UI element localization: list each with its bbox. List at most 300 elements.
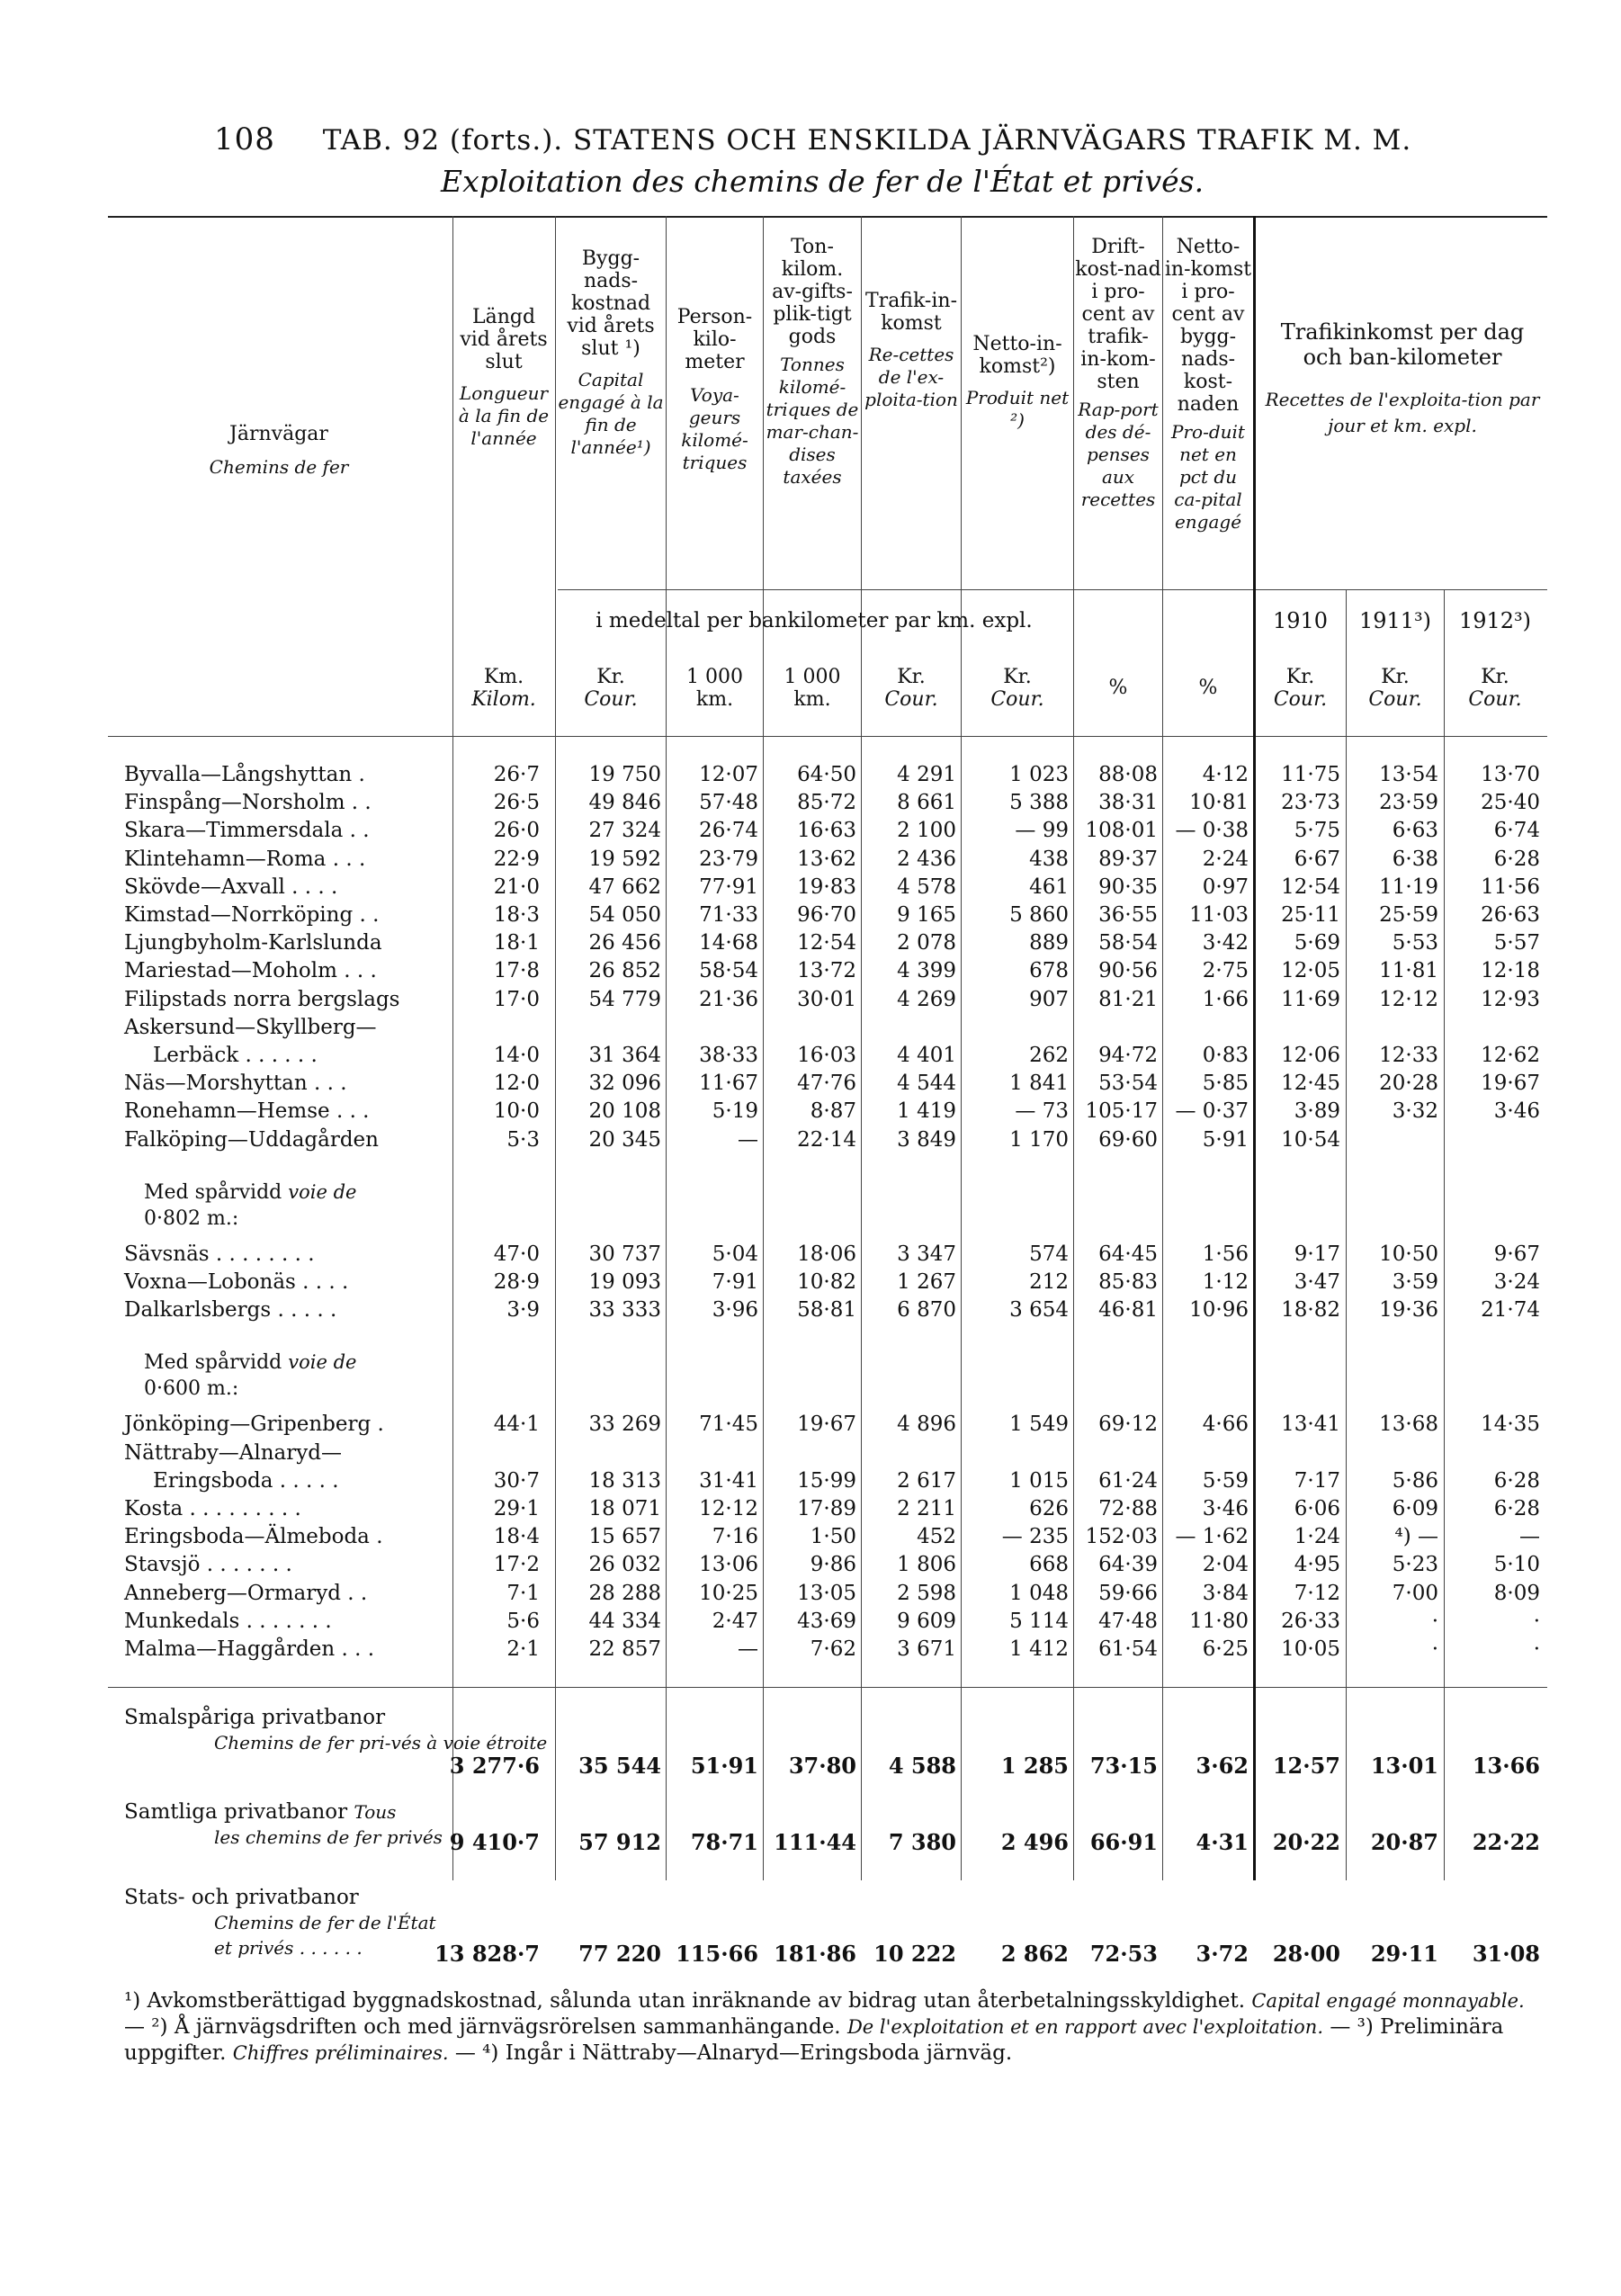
- cell-passkm: 7·91: [712, 1270, 758, 1294]
- cell-tonkm: 19·83: [797, 874, 856, 899]
- cell-ratio: 47·48: [1098, 1609, 1158, 1633]
- unit-tonkm: [765, 666, 860, 711]
- cell-passkm: 71·33: [699, 903, 758, 927]
- cell-length: 2·1: [506, 1637, 540, 1661]
- cell-y1911: ⁴) —: [1394, 1525, 1438, 1549]
- cell-net: 5 388: [1009, 791, 1069, 815]
- table-row: [0, 1270, 1621, 1297]
- cell-y1912: 3·46: [1493, 1099, 1540, 1124]
- cell-y1911: 7·00: [1392, 1581, 1438, 1605]
- cell-capital: 33 269: [588, 1413, 661, 1437]
- cell-ratio: 89·37: [1098, 847, 1158, 871]
- cell-length: 29·1: [493, 1497, 540, 1520]
- footnote-2: — ²) Å järnvägsdriften och med järnvägsrörelsen sammanhängande.: [124, 2015, 841, 2039]
- cell-passkm: 3·96: [712, 1298, 758, 1323]
- table-row: [0, 1441, 1621, 1468]
- year-1912: 1912³): [1458, 608, 1532, 633]
- row-label: Falköping—Uddagården: [124, 1127, 379, 1152]
- cell-y1910: 10·05: [1281, 1637, 1340, 1661]
- cell-ratio: 38·31: [1098, 791, 1158, 815]
- header-netpct: [1164, 236, 1252, 534]
- cell-traffic: 9 165: [897, 903, 956, 927]
- cell-ratio: 64·39: [1098, 1553, 1158, 1577]
- cell-tonkm: 47·76: [797, 1072, 856, 1096]
- summary-label: Stats- och privatbanor Chemins de fer de l'État et privés . . . . . .: [124, 1886, 436, 1959]
- cell-netpct: 5·59: [1202, 1468, 1249, 1493]
- cell-passkm: —: [738, 1127, 758, 1152]
- cell-netpct: 2·24: [1202, 847, 1249, 871]
- cell-tonkm: 22·14: [797, 1127, 856, 1152]
- cell-capital: 28 288: [588, 1581, 661, 1605]
- unit-fr: Kilom.: [471, 688, 536, 711]
- cell-net: — 235: [1001, 1525, 1069, 1549]
- cell-capital: 26 852: [588, 959, 661, 983]
- cell-traffic: 4 269: [897, 987, 956, 1011]
- cell-traffic: 10 222: [873, 1941, 956, 1967]
- unit: Kr.: [596, 666, 625, 688]
- header-ratio: [1075, 236, 1161, 511]
- row-label: Filipstads norra bergslags: [124, 987, 400, 1011]
- cell-y1912: 12·93: [1481, 987, 1540, 1011]
- cell-y1910: 6·67: [1294, 847, 1340, 871]
- cell-capital: 22 857: [588, 1637, 661, 1661]
- cell-y1912: 6·74: [1493, 819, 1540, 843]
- cell-length: 17·0: [493, 987, 540, 1011]
- cell-y1912: 13·66: [1472, 1753, 1540, 1779]
- cell-y1912: 5·10: [1493, 1553, 1540, 1577]
- cell-ratio: 46·81: [1098, 1298, 1158, 1323]
- row-label: Kimstad—Norrköping . .: [124, 903, 380, 927]
- cell-y1912: 25·40: [1481, 791, 1540, 815]
- cell-capital: 35 544: [578, 1753, 661, 1779]
- cell-capital: 54 050: [588, 903, 661, 927]
- row-label: Voxna—Lobonäs . . . .: [124, 1270, 349, 1294]
- header-fr: Rap-port des dé-penses aux recettes: [1078, 399, 1159, 510]
- cell-passkm: 5·19: [712, 1099, 758, 1124]
- cell-ratio: 59·66: [1098, 1581, 1158, 1605]
- cell-netpct: 3·84: [1202, 1581, 1249, 1605]
- cell-tonkm: 10·82: [797, 1270, 856, 1294]
- cell-traffic: 2 598: [897, 1581, 956, 1605]
- summary-row: [0, 1829, 1621, 1858]
- cell-y1910: 5·75: [1294, 819, 1340, 843]
- cell-ratio: 90·56: [1098, 959, 1158, 983]
- cell-passkm: 11·67: [699, 1072, 758, 1096]
- cell-y1912: 31·08: [1472, 1941, 1540, 1967]
- cell-y1910: 12·57: [1272, 1753, 1340, 1779]
- cell-ratio: 72·53: [1089, 1941, 1158, 1967]
- cell-y1911: 3·32: [1392, 1099, 1438, 1124]
- year-1911: 1911³): [1358, 608, 1432, 633]
- cell-ratio: 73·15: [1089, 1753, 1158, 1779]
- cell-net: 1 285: [1000, 1753, 1069, 1779]
- cell-ratio: 64·45: [1098, 1242, 1158, 1266]
- cell-y1912: ·: [1533, 1637, 1540, 1661]
- table-row: [0, 1128, 1621, 1155]
- cell-net: 1 048: [1009, 1581, 1069, 1605]
- unit: Kr.: [897, 666, 926, 688]
- table-subtitle: Exploitation des chemins de fer de l'État et privés.: [441, 164, 1205, 199]
- table-row: [0, 1553, 1621, 1580]
- cell-y1911: 3·59: [1392, 1270, 1438, 1294]
- footnote-1-fr: Capital engagé monnayable.: [1251, 1990, 1525, 2012]
- header-sv: Järnvägar: [229, 423, 328, 445]
- cell-ratio: 81·21: [1098, 987, 1158, 1011]
- row-label: Mariestad—Moholm . . .: [124, 959, 377, 983]
- footnotes: [124, 1988, 1527, 2067]
- cell-passkm: 12·12: [699, 1497, 758, 1520]
- cell-y1910: 7·12: [1294, 1581, 1340, 1605]
- cell-ratio: 72·88: [1098, 1497, 1158, 1520]
- cell-traffic: 4 578: [897, 874, 956, 899]
- cell-tonkm: 18·06: [797, 1242, 856, 1266]
- summary-row: [0, 1941, 1621, 1969]
- cell-length: 21·0: [493, 874, 540, 899]
- cell-net: 907: [1029, 987, 1069, 1011]
- unit: 1 000: [686, 666, 743, 688]
- cell-passkm: 31·41: [699, 1468, 758, 1493]
- page-number: 108: [214, 121, 275, 157]
- header-fr: Recettes de l'exploita-tion par jour et km. expl.: [1265, 389, 1540, 436]
- cell-traffic: 4 401: [897, 1044, 956, 1067]
- table-row: [0, 875, 1621, 902]
- cell-traffic: 1 267: [897, 1270, 956, 1294]
- unit-1912: [1446, 666, 1545, 711]
- cell-passkm: 51·91: [690, 1753, 758, 1779]
- header-passkm: [667, 306, 762, 474]
- table-row: [0, 1497, 1621, 1524]
- cell-y1911: 20·87: [1370, 1829, 1438, 1855]
- cell-net: 574: [1029, 1242, 1069, 1266]
- row-label: Skara—Timmersdala . .: [124, 819, 370, 843]
- cell-net: 889: [1029, 931, 1069, 955]
- unit-fr: Cour.: [1468, 688, 1522, 711]
- table-row: [0, 1072, 1621, 1099]
- cell-y1910: 3·89: [1294, 1099, 1340, 1124]
- summary-row: [0, 1753, 1621, 1781]
- cell-passkm: —: [738, 1637, 758, 1661]
- unit-fr: Cour.: [884, 688, 938, 711]
- cell-tonkm: 111·44: [774, 1829, 856, 1855]
- cell-y1910: 11·69: [1281, 987, 1340, 1011]
- cell-net: 3 654: [1009, 1298, 1069, 1323]
- table-row: [0, 763, 1621, 790]
- cell-passkm: 77·91: [699, 874, 758, 899]
- cell-traffic: 6 870: [897, 1298, 956, 1323]
- header-fr: Re-cettes de l'ex-ploita-tion: [864, 344, 958, 410]
- year-1910: 1910: [1272, 608, 1329, 633]
- table-title: TAB. 92 (forts.). STATENS OCH ENSKILDA JÄRNVÄGARS TRAFIK M. M.: [322, 124, 1412, 157]
- cell-ratio: 88·08: [1098, 763, 1158, 786]
- unit-netpct: %: [1198, 677, 1218, 699]
- cell-y1912: 12·18: [1481, 959, 1540, 983]
- cell-length: 26·5: [493, 791, 540, 815]
- footnote-3-fr: Chiffres préliminaires.: [232, 2042, 449, 2064]
- cell-length: 13 828·7: [434, 1941, 540, 1967]
- unit-length: [454, 666, 553, 711]
- row-label: Askersund—Skyllberg—: [124, 1015, 377, 1039]
- cell-y1911: ·: [1431, 1609, 1438, 1633]
- cell-netpct: 3·62: [1196, 1753, 1249, 1779]
- unit: Km.: [483, 666, 524, 688]
- cell-tonkm: 30·01: [797, 987, 856, 1011]
- header-traffic: [863, 290, 960, 411]
- unit-passkm: [667, 666, 762, 711]
- cell-y1910: 12·45: [1281, 1072, 1340, 1096]
- cell-y1911: 11·19: [1379, 874, 1438, 899]
- cell-net: 212: [1029, 1270, 1069, 1294]
- cell-net: 1 549: [1009, 1413, 1069, 1437]
- cell-ratio: 53·54: [1098, 1072, 1158, 1096]
- cell-capital: 32 096: [588, 1072, 661, 1096]
- cell-y1912: 8·09: [1493, 1581, 1540, 1605]
- header-sv: Drift-kost-nad i pro-cent av trafik-in-kom-sten: [1075, 236, 1161, 393]
- row-label: Anneberg—Ormaryd . .: [124, 1581, 368, 1605]
- footnote-1: ¹) Avkomstberättigad byggnadskostnad, sålunda utan inräknande av bidrag utan återbetalningsskyldighet.: [124, 1989, 1246, 2013]
- cell-passkm: 10·25: [699, 1581, 758, 1605]
- cell-netpct: 0·83: [1202, 1044, 1249, 1067]
- cell-y1912: 5·57: [1493, 931, 1540, 955]
- cell-y1911: 25·59: [1379, 903, 1438, 927]
- unit-fr: Cour.: [584, 688, 638, 711]
- cell-net: 5 114: [1009, 1609, 1069, 1633]
- cell-y1910: 9·17: [1294, 1242, 1340, 1266]
- cell-capital: 26 032: [588, 1553, 661, 1577]
- cell-y1911: 13·68: [1379, 1413, 1438, 1437]
- cell-length: 26·7: [493, 763, 540, 786]
- header-fr: Tonnes kilomé-triques de mar-chan-dises taxées: [766, 354, 859, 488]
- cell-y1910: 3·47: [1294, 1270, 1340, 1294]
- cell-length: 12·0: [493, 1072, 540, 1096]
- cell-passkm: 2·47: [712, 1609, 758, 1633]
- cell-net: 1 170: [1009, 1127, 1069, 1152]
- row-label: Munkedals . . . . . . .: [124, 1609, 332, 1633]
- section-heading: Med spårvidd voie de 0·802 m.:: [144, 1180, 357, 1230]
- row-label: Malma—Haggården . . .: [124, 1637, 375, 1661]
- cell-length: 18·1: [493, 931, 540, 955]
- cell-y1912: 19·67: [1481, 1072, 1540, 1096]
- cell-traffic: 4 896: [897, 1413, 956, 1437]
- cell-tonkm: 85·72: [797, 791, 856, 815]
- cell-y1912: 12·62: [1481, 1044, 1540, 1067]
- unit-traffic: [863, 666, 960, 711]
- cell-length: 44·1: [493, 1413, 540, 1437]
- cell-y1911: 6·38: [1392, 847, 1438, 871]
- cell-traffic: 2 100: [897, 819, 956, 843]
- cell-traffic: 9 609: [897, 1609, 956, 1633]
- row-label: Lerbäck . . . . . .: [153, 1044, 318, 1067]
- cell-length: 17·2: [493, 1553, 540, 1577]
- unit-1911: [1348, 666, 1443, 711]
- cell-passkm: 23·79: [699, 847, 758, 871]
- cell-y1911: ·: [1431, 1637, 1438, 1661]
- cell-traffic: 2 617: [897, 1468, 956, 1493]
- cell-y1911: 6·09: [1392, 1497, 1438, 1520]
- cell-traffic: 4 291: [897, 763, 956, 786]
- unit-1910: [1255, 666, 1346, 711]
- header-railway: [108, 423, 450, 479]
- table-row: [0, 819, 1621, 846]
- cell-y1911: 10·50: [1379, 1242, 1438, 1266]
- cell-netpct: — 0·37: [1175, 1099, 1249, 1124]
- unit-net: [963, 666, 1072, 711]
- cell-netpct: 2·04: [1202, 1553, 1249, 1577]
- cell-y1912: 11·56: [1481, 874, 1540, 899]
- cell-passkm: 7·16: [712, 1525, 758, 1549]
- table-row: [0, 903, 1621, 930]
- cell-capital: 31 364: [588, 1044, 661, 1067]
- cell-tonkm: 1·50: [810, 1525, 856, 1549]
- row-label: Ronehamn—Hemse . . .: [124, 1099, 370, 1124]
- table-row: [0, 1298, 1621, 1325]
- cell-y1910: 23·73: [1281, 791, 1340, 815]
- header-sv: Netto-in-komst²): [972, 333, 1062, 378]
- cell-y1912: 21·74: [1481, 1298, 1540, 1323]
- header-fr: Voya-geurs kilomé-triques: [681, 384, 748, 473]
- cell-y1911: 12·33: [1379, 1044, 1438, 1067]
- cell-netpct: 1·66: [1202, 987, 1249, 1011]
- cell-capital: 19 592: [588, 847, 661, 871]
- cell-length: 18·4: [493, 1525, 540, 1549]
- unit-fr: km.: [695, 688, 734, 711]
- header-sv: Trafik-in-komst: [865, 290, 957, 335]
- header-fr: Pro-duit net en pct du ca-pital engagé: [1171, 421, 1245, 533]
- cell-y1912: 22·22: [1472, 1829, 1540, 1855]
- cell-passkm: 71·45: [699, 1413, 758, 1437]
- cell-ratio: 36·55: [1098, 903, 1158, 927]
- page-header: [214, 121, 1411, 157]
- cell-traffic: 2 436: [897, 847, 956, 871]
- cell-tonkm: 58·81: [797, 1298, 856, 1323]
- unit-fr: Cour.: [1273, 688, 1328, 711]
- cell-tonkm: 13·62: [797, 847, 856, 871]
- cell-y1911: 13·54: [1379, 763, 1438, 786]
- cell-y1910: 10·54: [1281, 1127, 1340, 1152]
- years-rule: [1255, 589, 1547, 590]
- table-row: [0, 1016, 1621, 1043]
- cell-y1910: 4·95: [1294, 1553, 1340, 1577]
- cell-passkm: 78·71: [690, 1829, 758, 1855]
- cell-capital: 18 071: [588, 1497, 661, 1520]
- cell-y1912: 6·28: [1493, 1497, 1540, 1520]
- table-row: [0, 1413, 1621, 1439]
- cell-length: 7·1: [506, 1581, 540, 1605]
- cell-net: — 99: [1015, 819, 1069, 843]
- cell-tonkm: 13·72: [797, 959, 856, 983]
- cell-traffic: 4 588: [888, 1753, 956, 1779]
- cell-tonkm: 7·62: [810, 1637, 856, 1661]
- header-sv: Trafikinkomst per dag och ban-kilometer: [1280, 319, 1525, 370]
- cell-netpct: 11·03: [1189, 903, 1249, 927]
- cell-netpct: — 1·62: [1175, 1525, 1249, 1549]
- header-sv: Längd vid årets slut: [460, 306, 548, 373]
- row-label: Näs—Morshyttan . . .: [124, 1072, 347, 1096]
- header-sv: Ton-kilom. av-gifts-plik-tigt gods: [772, 236, 853, 348]
- header-length: [454, 306, 553, 450]
- row-label: Sävsnäs . . . . . . . .: [124, 1242, 315, 1266]
- row-label: Dalkarlsbergs . . . . .: [124, 1298, 337, 1323]
- cell-length: 3 277·6: [449, 1753, 540, 1779]
- row-label: Klintehamn—Roma . . .: [124, 847, 366, 871]
- cell-y1912: 14·35: [1481, 1413, 1540, 1437]
- cell-y1911: 13·01: [1370, 1753, 1438, 1779]
- cell-net: 1 015: [1009, 1468, 1069, 1493]
- table-row: [0, 848, 1621, 874]
- cell-ratio: 58·54: [1098, 931, 1158, 955]
- row-label: Eringsboda—Älmeboda .: [124, 1525, 383, 1549]
- cell-passkm: 13·06: [699, 1553, 758, 1577]
- cell-y1910: 13·41: [1281, 1413, 1340, 1437]
- cell-y1910: 12·54: [1281, 874, 1340, 899]
- cell-net: 5 860: [1009, 903, 1069, 927]
- cell-length: 28·9: [493, 1270, 540, 1294]
- cell-y1910: 18·82: [1281, 1298, 1340, 1323]
- cell-capital: 54 779: [588, 987, 661, 1011]
- cell-tonkm: 15·99: [797, 1468, 856, 1493]
- cell-y1910: 20·22: [1272, 1829, 1340, 1855]
- cell-traffic: 452: [917, 1525, 956, 1549]
- cell-capital: 19 093: [588, 1270, 661, 1294]
- cell-length: 22·9: [493, 847, 540, 871]
- cell-y1910: 6·06: [1294, 1497, 1340, 1520]
- cell-netpct: 6·25: [1202, 1637, 1249, 1661]
- cell-traffic: 2 078: [897, 931, 956, 955]
- cell-netpct: 2·75: [1202, 959, 1249, 983]
- table-row: [0, 1469, 1621, 1496]
- cell-capital: 20 345: [588, 1127, 661, 1152]
- cell-y1912: —: [1519, 1525, 1540, 1549]
- cell-passkm: 26·74: [699, 819, 758, 843]
- unit-fr: km.: [793, 688, 831, 711]
- cell-ratio: 61·24: [1098, 1468, 1158, 1493]
- table-row: [0, 931, 1621, 958]
- cell-traffic: 1 806: [897, 1553, 956, 1577]
- cell-capital: 47 662: [588, 874, 661, 899]
- cell-ratio: 105·17: [1085, 1099, 1158, 1124]
- cell-traffic: 2 211: [897, 1497, 956, 1520]
- cell-passkm: 21·36: [699, 987, 758, 1011]
- cell-tonkm: 13·05: [797, 1581, 856, 1605]
- cell-y1912: 6·28: [1493, 1468, 1540, 1493]
- cell-ratio: 66·91: [1089, 1829, 1158, 1855]
- cell-netpct: 10·96: [1189, 1298, 1249, 1323]
- top-rule: [108, 216, 1547, 218]
- cell-y1911: 23·59: [1379, 791, 1438, 815]
- avg-note: i medeltal per bankilometer par km. expl.: [596, 609, 1033, 632]
- unit: 1 000: [784, 666, 841, 688]
- cell-y1910: 1·24: [1294, 1525, 1340, 1549]
- cell-ratio: 85·83: [1098, 1270, 1158, 1294]
- cell-capital: 77 220: [578, 1941, 661, 1967]
- cell-traffic: 1 419: [897, 1099, 956, 1124]
- cell-y1911: 12·12: [1379, 987, 1438, 1011]
- unit: Kr.: [1003, 666, 1032, 688]
- row-label: Jönköping—Gripenberg .: [124, 1413, 384, 1437]
- cell-y1911: 20·28: [1379, 1072, 1438, 1096]
- cell-y1910: 12·05: [1281, 959, 1340, 983]
- cell-capital: 20 108: [588, 1099, 661, 1124]
- cell-ratio: 61·54: [1098, 1637, 1158, 1661]
- cell-y1910: 5·69: [1294, 931, 1340, 955]
- cell-traffic: 7 380: [888, 1829, 956, 1855]
- cell-capital: 19 750: [588, 763, 661, 786]
- cell-capital: 18 313: [588, 1468, 661, 1493]
- cell-length: 9 410·7: [449, 1829, 540, 1855]
- summary-rule: [108, 1687, 1547, 1688]
- table-row: [0, 1610, 1621, 1637]
- table-row: [0, 1099, 1621, 1126]
- footnote-3: — ³) Preliminära uppgifter.: [124, 2015, 1504, 2065]
